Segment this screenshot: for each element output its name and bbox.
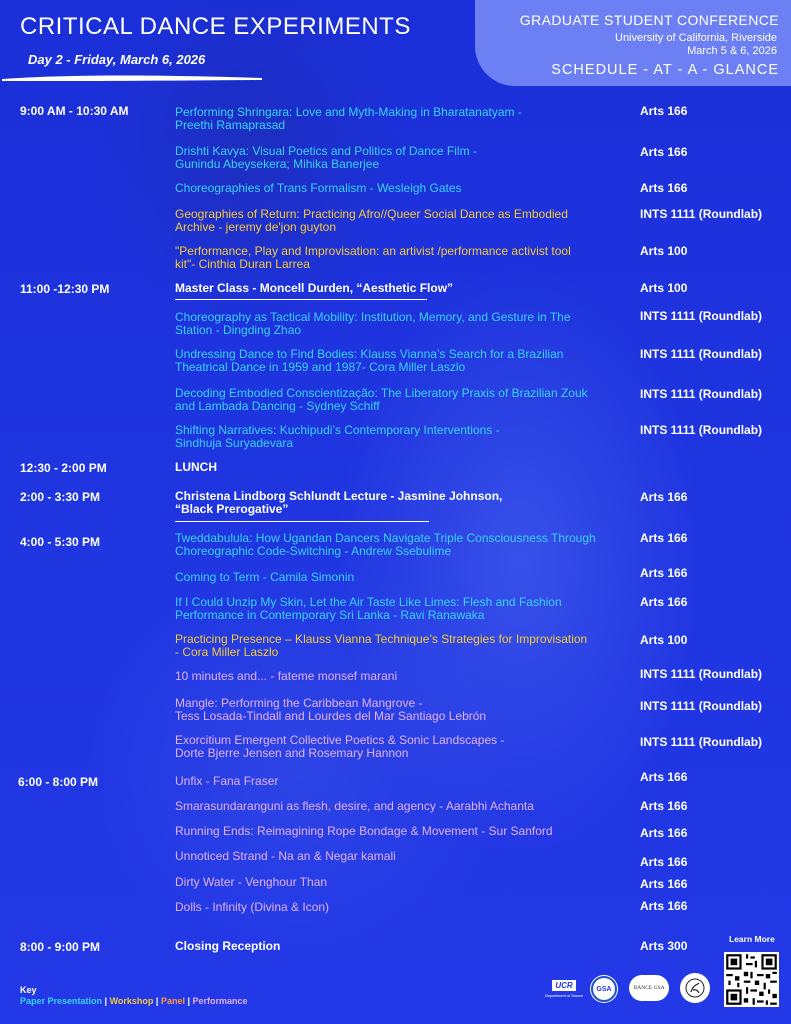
event-title: [175, 825, 553, 838]
ucr-logo-subtext: Department of Dance: [544, 993, 584, 998]
key-separator: |: [153, 996, 161, 1006]
event-title-line: Undressing Dance to Find Bodies: Klauss Vianna’s Search for a Brazilian: [175, 347, 564, 361]
key-separator: |: [184, 996, 193, 1006]
time-slot: 12:30 - 2:00 PM: [20, 461, 107, 475]
conference-university: University of California, Riverside: [615, 32, 777, 44]
event-title: [175, 633, 587, 658]
room-label: Arts 166: [640, 566, 688, 580]
event-title: [175, 348, 563, 373]
event-title: [175, 208, 568, 233]
event-title-line: Sindhuja Suryadevara: [175, 435, 294, 450]
event-title: [175, 311, 571, 336]
event-title-line: LUNCH: [175, 460, 217, 474]
event-title: [175, 940, 280, 953]
page-title: CRITICAL DANCE EXPERIMENTS: [20, 13, 411, 40]
room-label: INTS 1111 (Roundlab): [640, 735, 763, 749]
event-title: [175, 424, 500, 449]
event-title-line: Choreography as Tactical Mobility: Institution, Memory, and Gesture in The: [175, 310, 571, 324]
key-separator: |: [102, 996, 110, 1006]
event-title-line: Dolls - Infinity (Divina & Icon): [175, 900, 330, 914]
time-slot: 4:00 - 5:30 PM: [20, 535, 101, 549]
key-workshop: Workshop: [109, 996, 154, 1006]
event-title: [175, 282, 453, 295]
key-panel: Panel: [160, 996, 185, 1006]
room-label: Arts 166: [640, 877, 688, 891]
event-title: [175, 850, 396, 863]
room-label: INTS 1111 (Roundlab): [640, 207, 763, 221]
key-legend: [20, 996, 248, 1006]
event-title-line: Archive - jeremy de'jon guyton: [175, 219, 337, 234]
room-label: Arts 166: [640, 145, 688, 159]
ucr-logo-text: UCR: [552, 980, 575, 991]
qr-code-link[interactable]: [724, 952, 779, 1007]
event-title-line: Choreographies of Trans Formalism - Wesleigh Gates: [175, 181, 462, 195]
event-title: [175, 106, 522, 131]
event-title: [175, 387, 588, 412]
room-label: INTS 1111 (Roundlab): [640, 309, 763, 323]
conference-title: GRADUATE STUDENT CONFERENCE: [519, 12, 779, 28]
room-label: Arts 166: [640, 799, 688, 813]
room-label: INTS 1111 (Roundlab): [640, 423, 763, 437]
event-title-line: Gunindu Abeysekera; Mihika Banerjee: [175, 156, 380, 171]
dance-gsa-logo-text: DANCE GSA: [633, 985, 665, 991]
gsa-logo: [590, 975, 618, 1003]
event-title-line: Drishti Kavya: Visual Poetics and Politics of Dance Film -: [175, 144, 477, 158]
gsa-logo-text: GSA: [591, 976, 617, 1002]
time-slot: 9:00 AM - 10:30 AM: [20, 104, 129, 118]
room-label: Arts 166: [640, 899, 688, 913]
event-title-line: Preethi Ramaprasad: [175, 117, 286, 132]
room-label: INTS 1111 (Roundlab): [640, 699, 763, 713]
event-title-line: Geographies of Return: Practicing Afro//Queer Social Dance as Embodied: [175, 207, 568, 221]
room-label: Arts 166: [640, 770, 688, 784]
event-title-line: - Cora Miller Laszlo: [175, 644, 279, 659]
schedule-label: SCHEDULE - AT - A - GLANCE: [551, 62, 779, 78]
event-title-line: If I Could Unzip My Skin, Let the Air Taste Like Limes: Flesh and Fashion: [175, 595, 562, 609]
key-performance: Performance: [192, 996, 248, 1006]
qr-code-icon: [724, 952, 779, 1007]
room-label: Arts 300: [640, 939, 688, 953]
event-title-line: Unnoticed Strand - Na an & Negar kamali: [175, 849, 396, 863]
event-title: [175, 596, 562, 621]
room-label: Arts 166: [640, 826, 688, 840]
room-label: INTS 1111 (Roundlab): [640, 667, 763, 681]
lecture-underline: [175, 521, 429, 522]
room-label: Arts 166: [640, 855, 688, 869]
event-title-line: Shifting Narratives: Kuchipudi’s Contemporary Interventions -: [175, 423, 500, 437]
event-title: [175, 775, 278, 788]
room-label: Arts 100: [640, 244, 688, 258]
event-title: [175, 876, 327, 889]
room-label: Arts 166: [640, 595, 688, 609]
master-class-underline: [175, 299, 427, 300]
room-label: Arts 166: [640, 490, 688, 504]
event-title: [175, 670, 397, 683]
event-title-line: Smarasundaranguni as flesh, desire, and agency - Aarabhi Achanta: [175, 799, 534, 813]
event-title: [175, 461, 217, 474]
event-title: [175, 145, 477, 170]
conference-dates: March 5 & 6, 2026: [687, 45, 777, 57]
room-label: INTS 1111 (Roundlab): [640, 347, 763, 361]
room-label: Arts 166: [640, 181, 688, 195]
ucr-dance-logo: [544, 974, 584, 1004]
event-title-line: Running Ends: Reimagining Rope Bondage & Movement - Sur Sanford: [175, 824, 553, 838]
event-title-line: Closing Reception: [175, 939, 281, 953]
event-title-line: Christena Lindborg Schlundt Lecture - Jasmine Johnson,: [175, 489, 503, 503]
time-slot: 8:00 - 9:00 PM: [20, 940, 101, 954]
dancer-icon: [684, 977, 706, 999]
event-title-line: Theatrical Dance in 1959 and 1987- Cora Miller Laszlo: [175, 359, 466, 374]
event-title-line: “Black Prerogative”: [175, 501, 289, 516]
event-title: [175, 734, 504, 759]
event-title-line: Station - Dingding Zhao: [175, 322, 302, 337]
event-title-line: Performance in Contemporary Sri Lanka - Ravi Ranawaka: [175, 607, 485, 622]
event-title-line: Master Class - Moncell Durden, “Aesthetic Flow”: [175, 281, 454, 295]
event-title-line: Dorte Bjerre Jensen and Rosemary Hannon: [175, 745, 409, 760]
key-label: Key: [20, 985, 37, 995]
day-label: Day 2 - Friday, March 6, 2026: [28, 52, 206, 67]
room-label: Arts 166: [640, 531, 688, 545]
event-title-line: Tweddabulula: How Ugandan Dancers Navigate Triple Consciousness Through: [175, 531, 596, 545]
event-title: [175, 182, 462, 195]
room-label: Arts 166: [640, 104, 688, 118]
event-title: [175, 901, 329, 914]
event-title-line: kit"- Cinthia Duran Larrea: [175, 256, 310, 271]
event-title-line: Exorcitium Emergent Collective Poetics & Sonic Landscapes -: [175, 733, 505, 747]
brush-stroke-divider: [0, 72, 270, 84]
room-label: Arts 100: [640, 633, 688, 647]
event-title: [175, 245, 571, 270]
time-slot: 2:00 - 3:30 PM: [20, 490, 101, 504]
event-title: [175, 800, 534, 813]
event-title-line: Dirty Water - Venghour Than: [175, 875, 328, 889]
event-title: [175, 571, 354, 584]
learn-more-label: Learn More: [729, 934, 775, 944]
event-title-line: Coming to Term - Camila Simonin: [175, 570, 355, 584]
time-slot: 6:00 - 8:00 PM: [18, 775, 99, 789]
event-title-line: 10 minutes and... - fateme monsef marani: [175, 669, 398, 683]
event-title-line: and Lambada Dancing - Sydney Schiff: [175, 398, 380, 413]
dance-gsa-logo: [629, 975, 669, 1001]
event-title-line: Practicing Presence – Klauss Vianna Technique’s Strategies for Improvisation: [175, 632, 588, 646]
event-title-line: "Performance, Play and Improvisation: an artivist /performance activist tool: [175, 244, 571, 258]
room-label: Arts 100: [640, 281, 688, 295]
dance-emblem-logo: [680, 973, 710, 1003]
event-title: [175, 490, 502, 515]
event-title: [175, 532, 596, 557]
event-title-line: Unfix - Fana Fraser: [175, 774, 279, 788]
event-title-line: Mangle: Performing the Caribbean Mangrove -: [175, 696, 423, 710]
event-title-line: Decoding Embodied Conscientização: The Liberatory Praxis of Brazilian Zouk: [175, 386, 588, 400]
event-title-line: Choreographic Code-Switching - Andrew Ssebulime: [175, 543, 452, 558]
conference-badge: [475, 0, 791, 86]
event-title-line: Tess Losada-Tindall and Lourdes del Mar Santiago Lebrón: [175, 708, 487, 723]
event-title: [175, 697, 486, 722]
event-title-line: Performing Shringara: Love and Myth-Making in Bharatanatyam -: [175, 105, 522, 119]
key-paper: Paper Presentation: [20, 996, 103, 1006]
room-label: INTS 1111 (Roundlab): [640, 387, 763, 401]
time-slot: 11:00 -12:30 PM: [20, 282, 110, 296]
